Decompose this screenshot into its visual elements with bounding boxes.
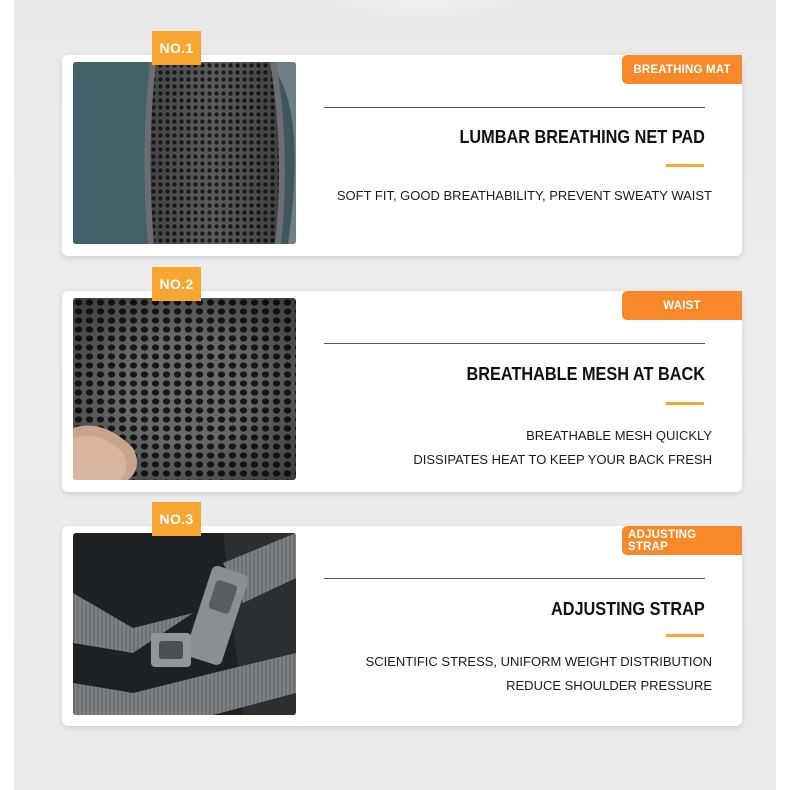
description-line: DISSIPATES HEAT TO KEEP YOUR BACK FRESH — [413, 452, 712, 467]
description-line: SCIENTIFIC STRESS, UNIFORM WEIGHT DISTRIBUTION — [365, 654, 712, 669]
description-line: REDUCE SHOULDER PRESSURE — [506, 678, 712, 693]
accent-bar — [666, 402, 704, 405]
feature-title: BREATHABLE MESH AT BACK — [466, 363, 705, 384]
feature-number-badge: NO.3 — [152, 502, 201, 536]
divider-line — [324, 578, 705, 579]
feature-tag: ADJUSTING STRAP — [622, 526, 742, 555]
feature-title: LUMBAR BREATHING NET PAD — [459, 126, 705, 147]
description-line: BREATHABLE MESH QUICKLY — [526, 428, 712, 443]
back-mesh-closeup-photo — [73, 298, 296, 480]
description-line: SOFT FIT, GOOD BREATHABILITY, PREVENT SWEATY WAIST — [336, 188, 712, 203]
feature-number-badge: NO.2 — [152, 267, 201, 301]
feature-tag: WAIST — [622, 291, 742, 320]
feature-title: ADJUSTING STRAP — [551, 598, 705, 619]
lumbar-mesh-pad-photo — [73, 62, 296, 244]
divider-line — [324, 343, 705, 344]
feature-description — [366, 650, 712, 698]
feature-description — [413, 424, 712, 472]
feature-tag: BREATHING MAT — [622, 55, 742, 84]
feature-card-3 — [62, 511, 742, 726]
feature-card-2 — [62, 276, 742, 492]
accent-bar — [666, 634, 704, 637]
strap-buckle-photo — [73, 533, 296, 715]
accent-bar — [666, 164, 704, 167]
feature-card-1 — [62, 40, 742, 256]
feature-number-badge: NO.1 — [152, 31, 201, 65]
feature-description — [337, 184, 712, 208]
divider-line — [324, 107, 705, 108]
